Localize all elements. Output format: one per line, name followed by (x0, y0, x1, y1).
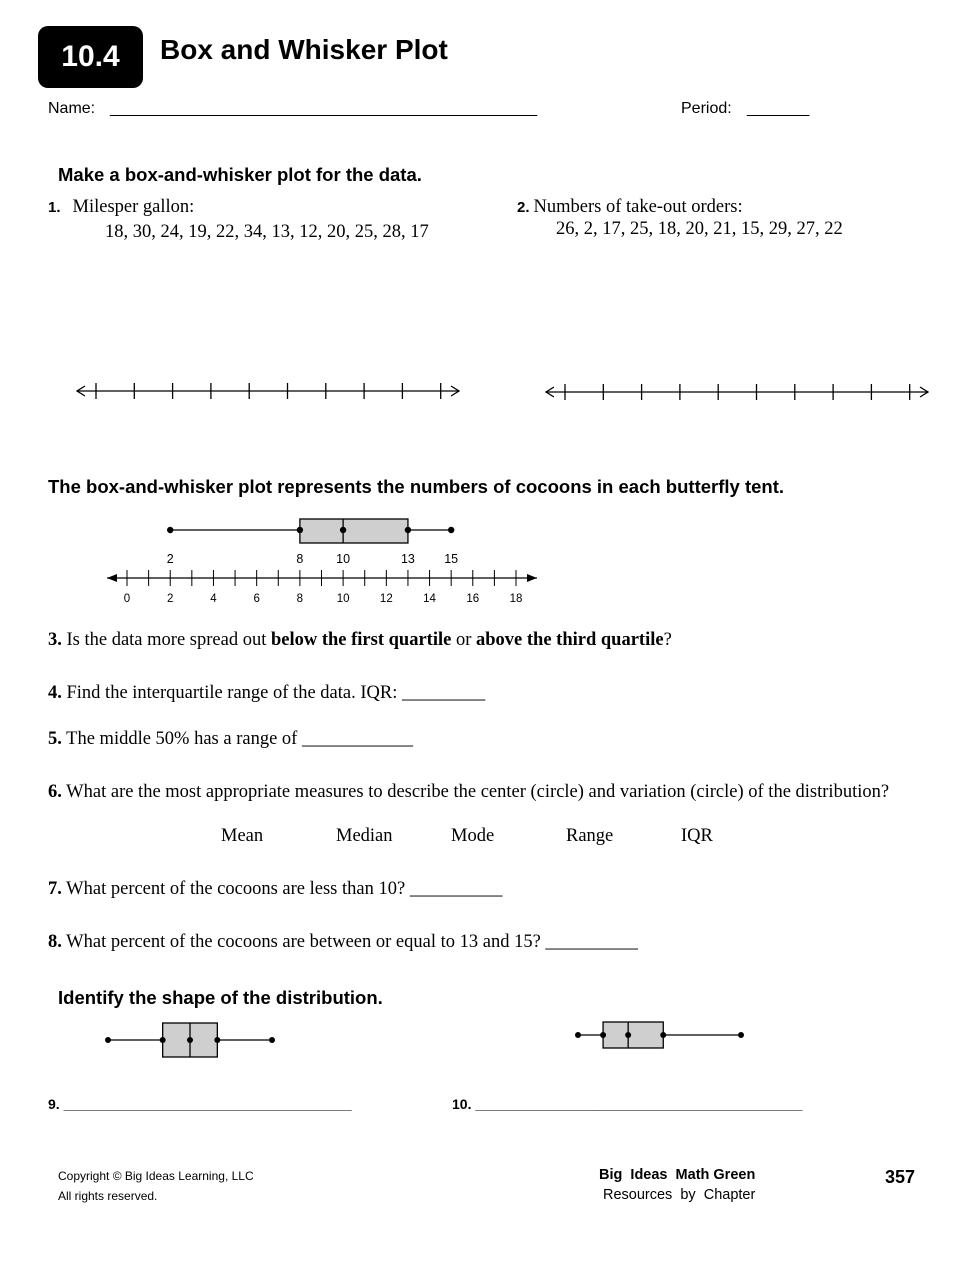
answer-line-9[interactable]: 9. _____________________________________ (48, 1096, 352, 1112)
value-label: 2 (166, 552, 174, 566)
tick-label: 12 (379, 593, 393, 605)
tick-label: 8 (296, 593, 304, 605)
question-text: What are the most appropriate measures to describe the center (circle) and variation (circle) of the distribution? (61, 782, 890, 802)
plot-10-point (575, 1032, 581, 1038)
plot-9-point (105, 1037, 111, 1043)
question-text: Numbers of take-out orders: (533, 197, 743, 217)
question-2-data: 26, 2, 17, 25, 18, 20, 21, 15, 29, 27, 22 (556, 219, 843, 239)
name-label: Name: (48, 100, 96, 117)
plot-10-box (603, 1022, 663, 1048)
plot-10-point (625, 1032, 631, 1038)
question-number: 1. (48, 199, 61, 216)
page-number: 357 (885, 1167, 916, 1187)
plot-10-point (600, 1032, 606, 1038)
question-text: Find the interquartile range of the data. IQR: _________ (61, 683, 486, 703)
question-text: What percent of the cocoons are less than 10? __________ (61, 879, 503, 899)
value-label: 15 (444, 552, 459, 566)
option-mean[interactable]: Mean (221, 826, 264, 846)
book-subtitle: Resources by Chapter (603, 1187, 756, 1203)
plot-9-point (214, 1037, 220, 1043)
tick-label: 14 (423, 593, 436, 605)
period-field[interactable]: _______ (747, 100, 810, 117)
tick-label: 16 (466, 593, 480, 605)
section-heading-cocoons: The box-and-whisker plot represents the numbers of cocoons in each butterfly tent. (48, 476, 784, 497)
option-iqr[interactable]: IQR (681, 826, 713, 846)
plot-10-point (738, 1032, 744, 1038)
question-text: The middle 50% has a range of ____________ (61, 729, 413, 749)
option-median[interactable]: Median (336, 826, 393, 846)
rights-reserved: All rights reserved. (58, 1189, 158, 1203)
emphasis-text: above the third quartile (476, 630, 664, 650)
question-text: What percent of the cocoons are between or equal to 13 and 15? __________ (61, 932, 638, 952)
plot-9-point (269, 1037, 275, 1043)
answer-line-10[interactable]: 10. __________________________________________ (452, 1096, 803, 1112)
question-text: Is the data more spread out (61, 630, 271, 650)
question-number: 4. (48, 683, 62, 703)
tick-label: 0 (123, 593, 131, 605)
option-mode[interactable]: Mode (451, 826, 495, 846)
tick-label: 18 (509, 593, 523, 605)
value-label: 13 (400, 552, 415, 566)
tick-label: 6 (253, 593, 260, 605)
question-text: ? (663, 630, 672, 650)
question-number: 7. (48, 879, 62, 899)
name-field[interactable]: ________________________________________________ (110, 100, 538, 117)
plot-9-point (187, 1037, 193, 1043)
question-1-data: 18, 30, 24, 19, 22, 34, 13, 12, 20, 25, 28, 17 (105, 222, 429, 242)
option-range[interactable]: Range (566, 826, 614, 846)
plot-9-point (160, 1037, 166, 1043)
emphasis-text: below the first quartile (270, 630, 452, 650)
question-number: 3. (48, 630, 62, 650)
section-badge: 10.4 (38, 26, 143, 88)
value-label: 10 (336, 552, 351, 566)
tick-label: 10 (336, 593, 350, 605)
copyright: Copyright © Big Ideas Learning, LLC (58, 1169, 254, 1183)
question-text: Milesper gallon: (72, 197, 195, 217)
question-number: 6. (48, 782, 62, 802)
book-title: Big Ideas Math Green (599, 1167, 756, 1183)
period-label: Period: (681, 100, 732, 117)
question-text: or (451, 630, 476, 650)
question-number: 5. (48, 729, 62, 749)
page-title: Box and Whisker Plot (160, 34, 448, 65)
value-label: 8 (296, 552, 304, 566)
tick-label: 2 (167, 593, 174, 605)
section-heading-shape: Identify the shape of the distribution. (58, 987, 383, 1008)
tick-label: 4 (210, 593, 217, 605)
question-number: 8. (48, 932, 62, 952)
section-heading-make-plot: Make a box-and-whisker plot for the data. (58, 164, 422, 185)
plot-10-point (660, 1032, 666, 1038)
question-number: 2. (517, 199, 530, 216)
